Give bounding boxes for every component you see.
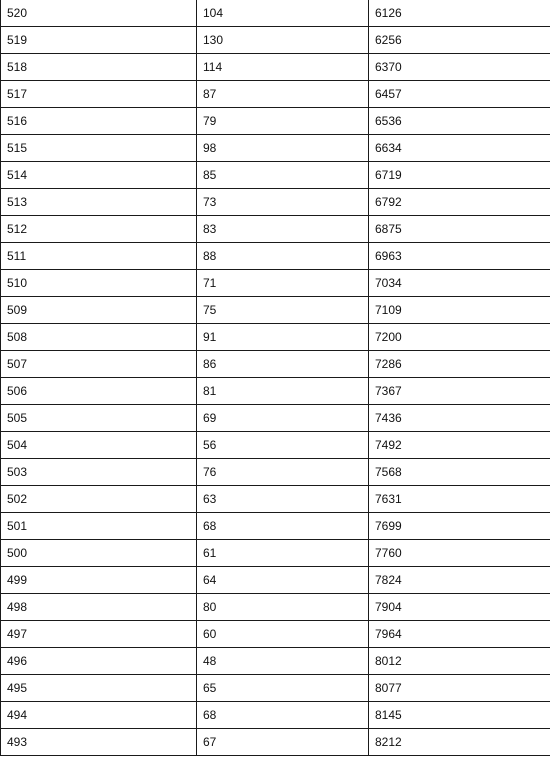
score-cell: 517 [1, 81, 197, 108]
score-cell: 501 [1, 513, 197, 540]
cumulative-cell: 8077 [369, 675, 550, 702]
count-cell: 63 [197, 486, 369, 513]
count-cell: 48 [197, 648, 369, 675]
table-row [1, 0, 550, 27]
count-cell: 68 [197, 513, 369, 540]
count-cell: 88 [197, 243, 369, 270]
score-cell: 494 [1, 702, 197, 729]
cumulative-cell: 6370 [369, 54, 550, 81]
table-row [1, 378, 550, 405]
cumulative-cell: 7034 [369, 270, 550, 297]
count-cell: 81 [197, 378, 369, 405]
cumulative-cell: 6634 [369, 135, 550, 162]
cumulative-cell: 6536 [369, 108, 550, 135]
count-cell: 130 [197, 27, 369, 54]
score-cell: 520 [1, 0, 197, 27]
score-cell: 496 [1, 648, 197, 675]
cumulative-cell: 6457 [369, 81, 550, 108]
table-row [1, 243, 550, 270]
count-cell: 69 [197, 405, 369, 432]
cumulative-cell: 6875 [369, 216, 550, 243]
table-row [1, 459, 550, 486]
table-row [1, 648, 550, 675]
count-cell: 86 [197, 351, 369, 378]
table-row [1, 108, 550, 135]
table-row [1, 162, 550, 189]
score-cell: 516 [1, 108, 197, 135]
count-cell: 60 [197, 621, 369, 648]
table-row [1, 189, 550, 216]
score-cell: 518 [1, 54, 197, 81]
count-cell: 80 [197, 594, 369, 621]
cumulative-cell: 8012 [369, 648, 550, 675]
score-cell: 495 [1, 675, 197, 702]
table-row [1, 702, 550, 729]
table-row [1, 27, 550, 54]
table-row [1, 513, 550, 540]
count-cell: 87 [197, 81, 369, 108]
score-cell: 513 [1, 189, 197, 216]
table-row [1, 540, 550, 567]
score-cell: 505 [1, 405, 197, 432]
score-cell: 499 [1, 567, 197, 594]
score-cell: 506 [1, 378, 197, 405]
score-cell: 509 [1, 297, 197, 324]
cumulative-cell: 7367 [369, 378, 550, 405]
table-row [1, 270, 550, 297]
score-cell: 497 [1, 621, 197, 648]
table-row [1, 351, 550, 378]
table-row [1, 81, 550, 108]
table-row [1, 594, 550, 621]
table-row [1, 729, 550, 756]
count-cell: 56 [197, 432, 369, 459]
score-cell: 504 [1, 432, 197, 459]
score-cell: 508 [1, 324, 197, 351]
count-cell: 61 [197, 540, 369, 567]
cumulative-cell: 7631 [369, 486, 550, 513]
cumulative-cell: 7964 [369, 621, 550, 648]
count-cell: 75 [197, 297, 369, 324]
cumulative-cell: 6963 [369, 243, 550, 270]
cumulative-cell: 8145 [369, 702, 550, 729]
count-cell: 83 [197, 216, 369, 243]
table-row [1, 621, 550, 648]
table-row [1, 54, 550, 81]
table-row [1, 405, 550, 432]
score-cell: 503 [1, 459, 197, 486]
cumulative-cell: 7436 [369, 405, 550, 432]
count-cell: 104 [197, 0, 369, 27]
cumulative-cell: 6256 [369, 27, 550, 54]
count-cell: 64 [197, 567, 369, 594]
cumulative-cell: 7492 [369, 432, 550, 459]
score-cell: 500 [1, 540, 197, 567]
table-row [1, 675, 550, 702]
count-cell: 67 [197, 729, 369, 756]
cumulative-cell: 7904 [369, 594, 550, 621]
cumulative-cell: 7824 [369, 567, 550, 594]
score-cell: 512 [1, 216, 197, 243]
count-cell: 71 [197, 270, 369, 297]
count-cell: 114 [197, 54, 369, 81]
cumulative-cell: 7109 [369, 297, 550, 324]
count-cell: 73 [197, 189, 369, 216]
cumulative-cell: 7200 [369, 324, 550, 351]
table-row [1, 567, 550, 594]
score-cell: 502 [1, 486, 197, 513]
count-cell: 79 [197, 108, 369, 135]
cumulative-cell: 7568 [369, 459, 550, 486]
score-cell: 515 [1, 135, 197, 162]
count-cell: 76 [197, 459, 369, 486]
count-cell: 98 [197, 135, 369, 162]
cumulative-cell: 7699 [369, 513, 550, 540]
table-row [1, 432, 550, 459]
table-row [1, 486, 550, 513]
table-row [1, 135, 550, 162]
table-row [1, 297, 550, 324]
cumulative-cell: 6126 [369, 0, 550, 27]
cumulative-cell: 8212 [369, 729, 550, 756]
score-cell: 511 [1, 243, 197, 270]
count-cell: 91 [197, 324, 369, 351]
count-cell: 65 [197, 675, 369, 702]
score-cell: 507 [1, 351, 197, 378]
cumulative-cell: 6792 [369, 189, 550, 216]
cumulative-cell: 7760 [369, 540, 550, 567]
cumulative-cell: 6719 [369, 162, 550, 189]
table-row [1, 324, 550, 351]
score-cell: 510 [1, 270, 197, 297]
score-cell: 498 [1, 594, 197, 621]
score-cell: 493 [1, 729, 197, 756]
count-cell: 85 [197, 162, 369, 189]
table-body [1, 0, 550, 756]
cumulative-cell: 7286 [369, 351, 550, 378]
score-cell: 519 [1, 27, 197, 54]
count-cell: 68 [197, 702, 369, 729]
table-row [1, 216, 550, 243]
score-cell: 514 [1, 162, 197, 189]
